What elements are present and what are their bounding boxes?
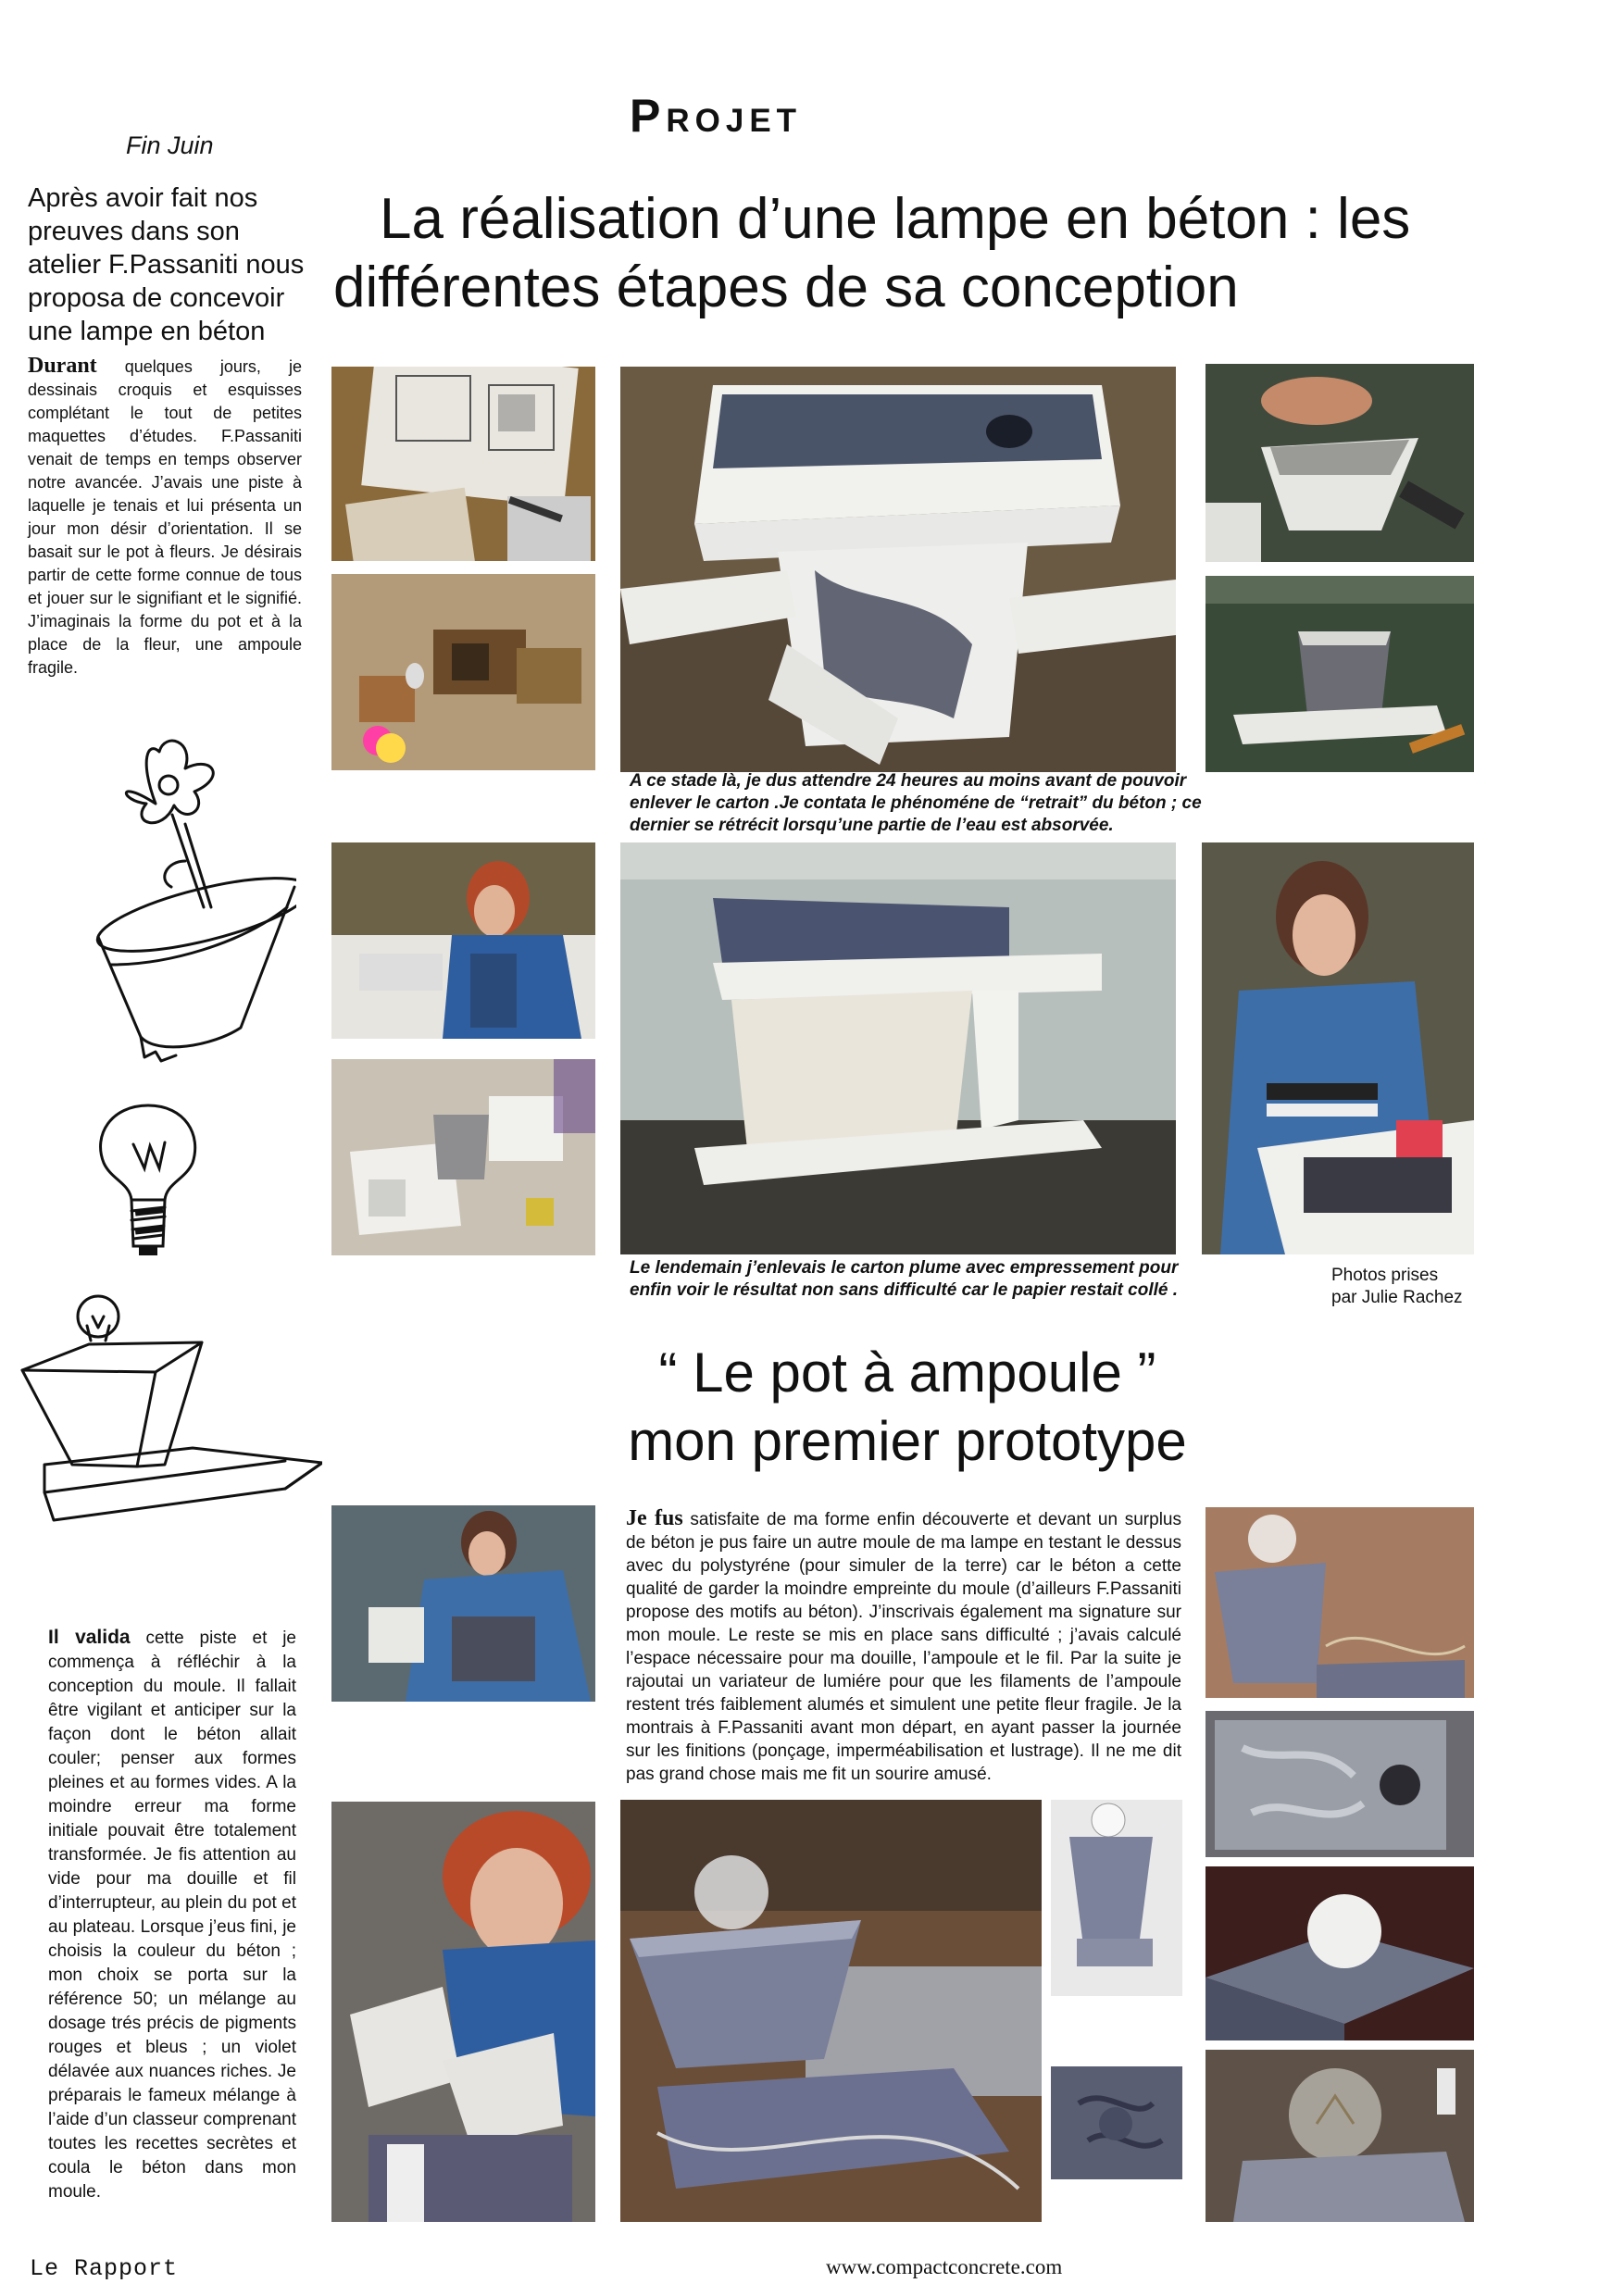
photo-lamp-clear-bulb (1206, 2050, 1474, 2222)
photo-signature-detail (1051, 2066, 1182, 2179)
prototype-subtitle (574, 1339, 1241, 1476)
photo-mould-with-concrete (620, 367, 1176, 772)
valida-dropword: Il valida (48, 1627, 131, 1648)
prototype-subtitle-line1: “ Le pot à ampoule ” (658, 1341, 1156, 1404)
photo-mould-assembly (331, 1059, 595, 1255)
photo-gloved-hands-concrete (331, 1802, 595, 2222)
photo-credit-line1: Photos prises (1331, 1266, 1439, 1285)
article-lead: Après avoir fait nos preuves dans son atelier F.Passaniti nous proposa de concevoir une lampe en béton (28, 183, 305, 346)
article-title-line1: La réalisation d’une lampe en béton : les (380, 187, 1411, 251)
photo-credit-line2: par Julie Rachez (1331, 1288, 1463, 1307)
caption-retrait: A ce stade là, je dus attendre 24 heures au moins avant de pouvoir enlever le carton .Je contata le phénoméne de “retrait” du béton ; ce dernier se rétrécit lorsqu’une partie de l’eau est absorvée. (630, 771, 1202, 835)
intro-text: quelques jours, je dessinais croquis et esquisses complétant le tout de petites maquettes d’études. F.Passaniti venait de temps en temps observer notre avancée. J’avais une piste à laquelle je tenais et lui présenta un jour mon désir d’orientation. Il se basait sur le pot à fleurs. Je désirais partir de cette forme connue de tous et jouer sur le signifiant et le signifié. J’imaginais la forme du pot et à la place de la fleur, une ampoule fragile. (28, 357, 302, 677)
lamp-concept-sketch (17, 1289, 322, 1539)
section-rubric: Projet (630, 90, 803, 142)
photo-student-working-2 (1202, 842, 1474, 1254)
valida-paragraph (48, 1626, 296, 2204)
photo-lamp-front-view (1206, 1507, 1474, 1698)
valida-text: cette piste et je commença à réfléchir à la conception du moule. Il fallait être vigilant et anticiper sur la façon dont le béton allait couler; penser aux formes pleines et au formes vides. A la moindre erreur ma forme initiale pouvait être totalement transformée. Je fis attention au vide pour ma douille et fil d’interrupteur, au plein du pot et au plateau. Lorsque j’eus fini, je choisis la couleur du béton ; mon choix se porta sur la référence 50; un mélange au dosage trés précis de pigments rouges et bleus ; un violet délavée aux nuances riches. Je préparais le fameux mélange à l’aide d’un classeur comprenant toutes les recettes secrètes et coula le béton dans mon moule. (48, 1628, 296, 2202)
prototype-text: satisfaite de ma forme enfin découverte et devant un surplus de béton je pus faire un autre moule de ma lampe en testant le dessus avec du polystyréne (pour simuler de la terre) car le béton a cette qualité de garder la moindre empreinte du moule (d’ailleurs F.Passaniti propose des motifs au béton). J’inscrivais également ma signature sur mon moule. Le reste se mis en place sans difficulté ; j’avais calculé l’espace nécessaire pour ma douille, l’ampoule et le fil. Par la suite je rajoutai un variateur de lumiére pour que les filaments de l’ampoule restent trés faiblement alumés et simulent une petite fleur fragile. Je la montrais à F.Passaniti avant mon départ, en ayant passer la journée sur les finitions (ponçage, imperméabilisation et lustrage). Il ne me dit pas grand chose mais me fit un sourire amusé. (626, 1510, 1181, 1784)
photo-sketches-on-table (331, 367, 595, 561)
photo-hands-breaking-mould (1206, 364, 1474, 562)
flower-pot-sketch (56, 722, 296, 1092)
article-date: Fin Juin (126, 131, 214, 159)
footer-url[interactable]: www.compactconcrete.com (826, 2255, 1063, 2278)
photo-credit (1331, 1265, 1498, 1309)
photo-student-polishing (331, 1505, 595, 1702)
photo-maquettes-table (331, 574, 595, 770)
prototype-paragraph (626, 1507, 1181, 1786)
intro-paragraph (28, 355, 302, 680)
photo-lamp-with-cable (620, 1800, 1042, 2222)
intro-dropword: Durant (28, 354, 97, 378)
photo-student-working-1 (331, 842, 595, 1039)
footer-publication: Le Rapport (30, 2255, 179, 2282)
caption-carton-plume: Le lendemain j’enlevais le carton plume avec empressement pour enfin voir le résultat non sans difficulté car le papier restait collé . (630, 1258, 1179, 1300)
prototype-dropword: Je fus (626, 1506, 683, 1530)
lightbulb-sketch (93, 1098, 204, 1265)
photo-lamp-top-texture (1206, 1711, 1474, 1857)
photo-lamp-white-globe (1206, 1866, 1474, 2040)
photo-concrete-pot-base (1206, 576, 1474, 772)
prototype-subtitle-line2: mon premier prototype (628, 1410, 1187, 1472)
article-title-line2: différentes étapes de sa conception (333, 256, 1239, 319)
photo-lamp-white-bulb (1051, 1800, 1182, 1996)
photo-unmoulded-concrete (620, 842, 1176, 1254)
article-title (333, 185, 1500, 322)
